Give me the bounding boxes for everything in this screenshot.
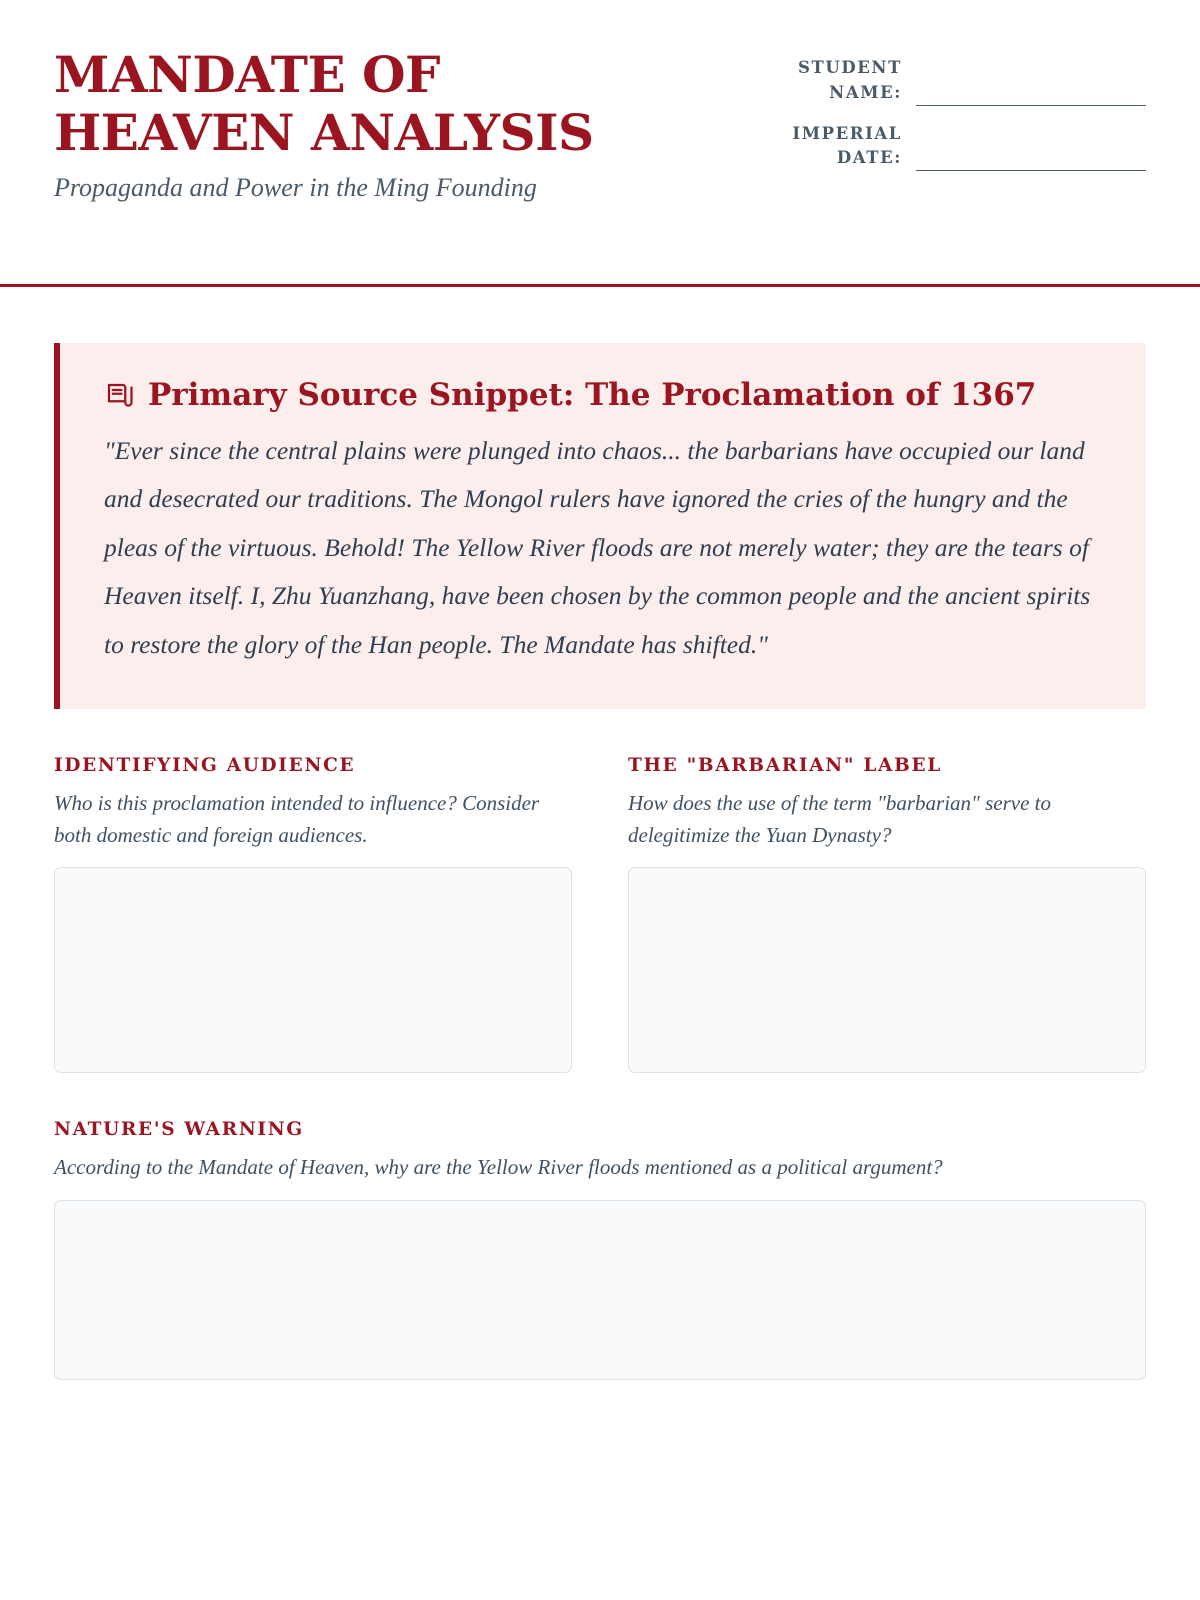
question-1-prompt: Who is this proclamation intended to influence? Consider both domestic and foreign audiences. [54, 791, 540, 847]
page-title: MANDATE OF HEAVEN ANALYSIS [54, 45, 594, 162]
meta-fields [726, 46, 1146, 187]
question-grid [54, 755, 1146, 1073]
scroll-icon [104, 380, 134, 410]
imperial-date-field-row [726, 122, 1146, 172]
primary-source-text: "Ever since the central plains were plunged into chaos... the barbarians have occupied our land and desecrated our traditions. The Mongol rulers have ignored the cries of the hungry and the pleas of the virtuous. Behold! The Yellow River floods are not merely water; they are the tears of Heaven itself. I, Zhu Yuanzhang, have been chosen by the common people and the ancient spirits to restore the glory of the Han people. The Mandate has shifted." [104, 435, 1091, 659]
header-divider [0, 284, 1200, 287]
question-identifying-audience [54, 755, 572, 1073]
page-subtitle: Propaganda and Power in the Ming Founding [54, 173, 537, 202]
student-name-label: STUDENT NAME: [797, 58, 902, 102]
question-1-answer-input[interactable] [54, 867, 572, 1073]
primary-source-callout [54, 343, 1146, 709]
imperial-date-input[interactable] [916, 145, 1146, 171]
imperial-date-label: IMPERIAL DATE: [792, 123, 902, 168]
question-barbarian-label [628, 755, 1146, 1073]
title-block [54, 46, 654, 206]
primary-source-title: Primary Source Snippet: The Proclamation of 1367 [148, 376, 1037, 413]
question-2-label: THE "BARBARIAN" LABEL [628, 755, 942, 777]
student-name-field-row [726, 56, 1146, 106]
student-name-input[interactable] [916, 80, 1146, 106]
question-2-answer-input[interactable] [628, 867, 1146, 1073]
document-header [54, 0, 1146, 206]
primary-source-header [104, 377, 1102, 413]
question-3-prompt: According to the Mandate of Heaven, why are the Yellow River floods mentioned as a political argument? [54, 1155, 943, 1180]
question-1-label: IDENTIFYING AUDIENCE [54, 755, 356, 777]
question-3-answer-input[interactable] [54, 1200, 1146, 1380]
question-natures-warning [54, 1119, 1146, 1380]
question-2-prompt: How does the use of the term "barbarian" serve to delegitimize the Yuan Dynasty? [628, 791, 1052, 847]
question-3-label: NATURE'S WARNING [54, 1119, 304, 1141]
